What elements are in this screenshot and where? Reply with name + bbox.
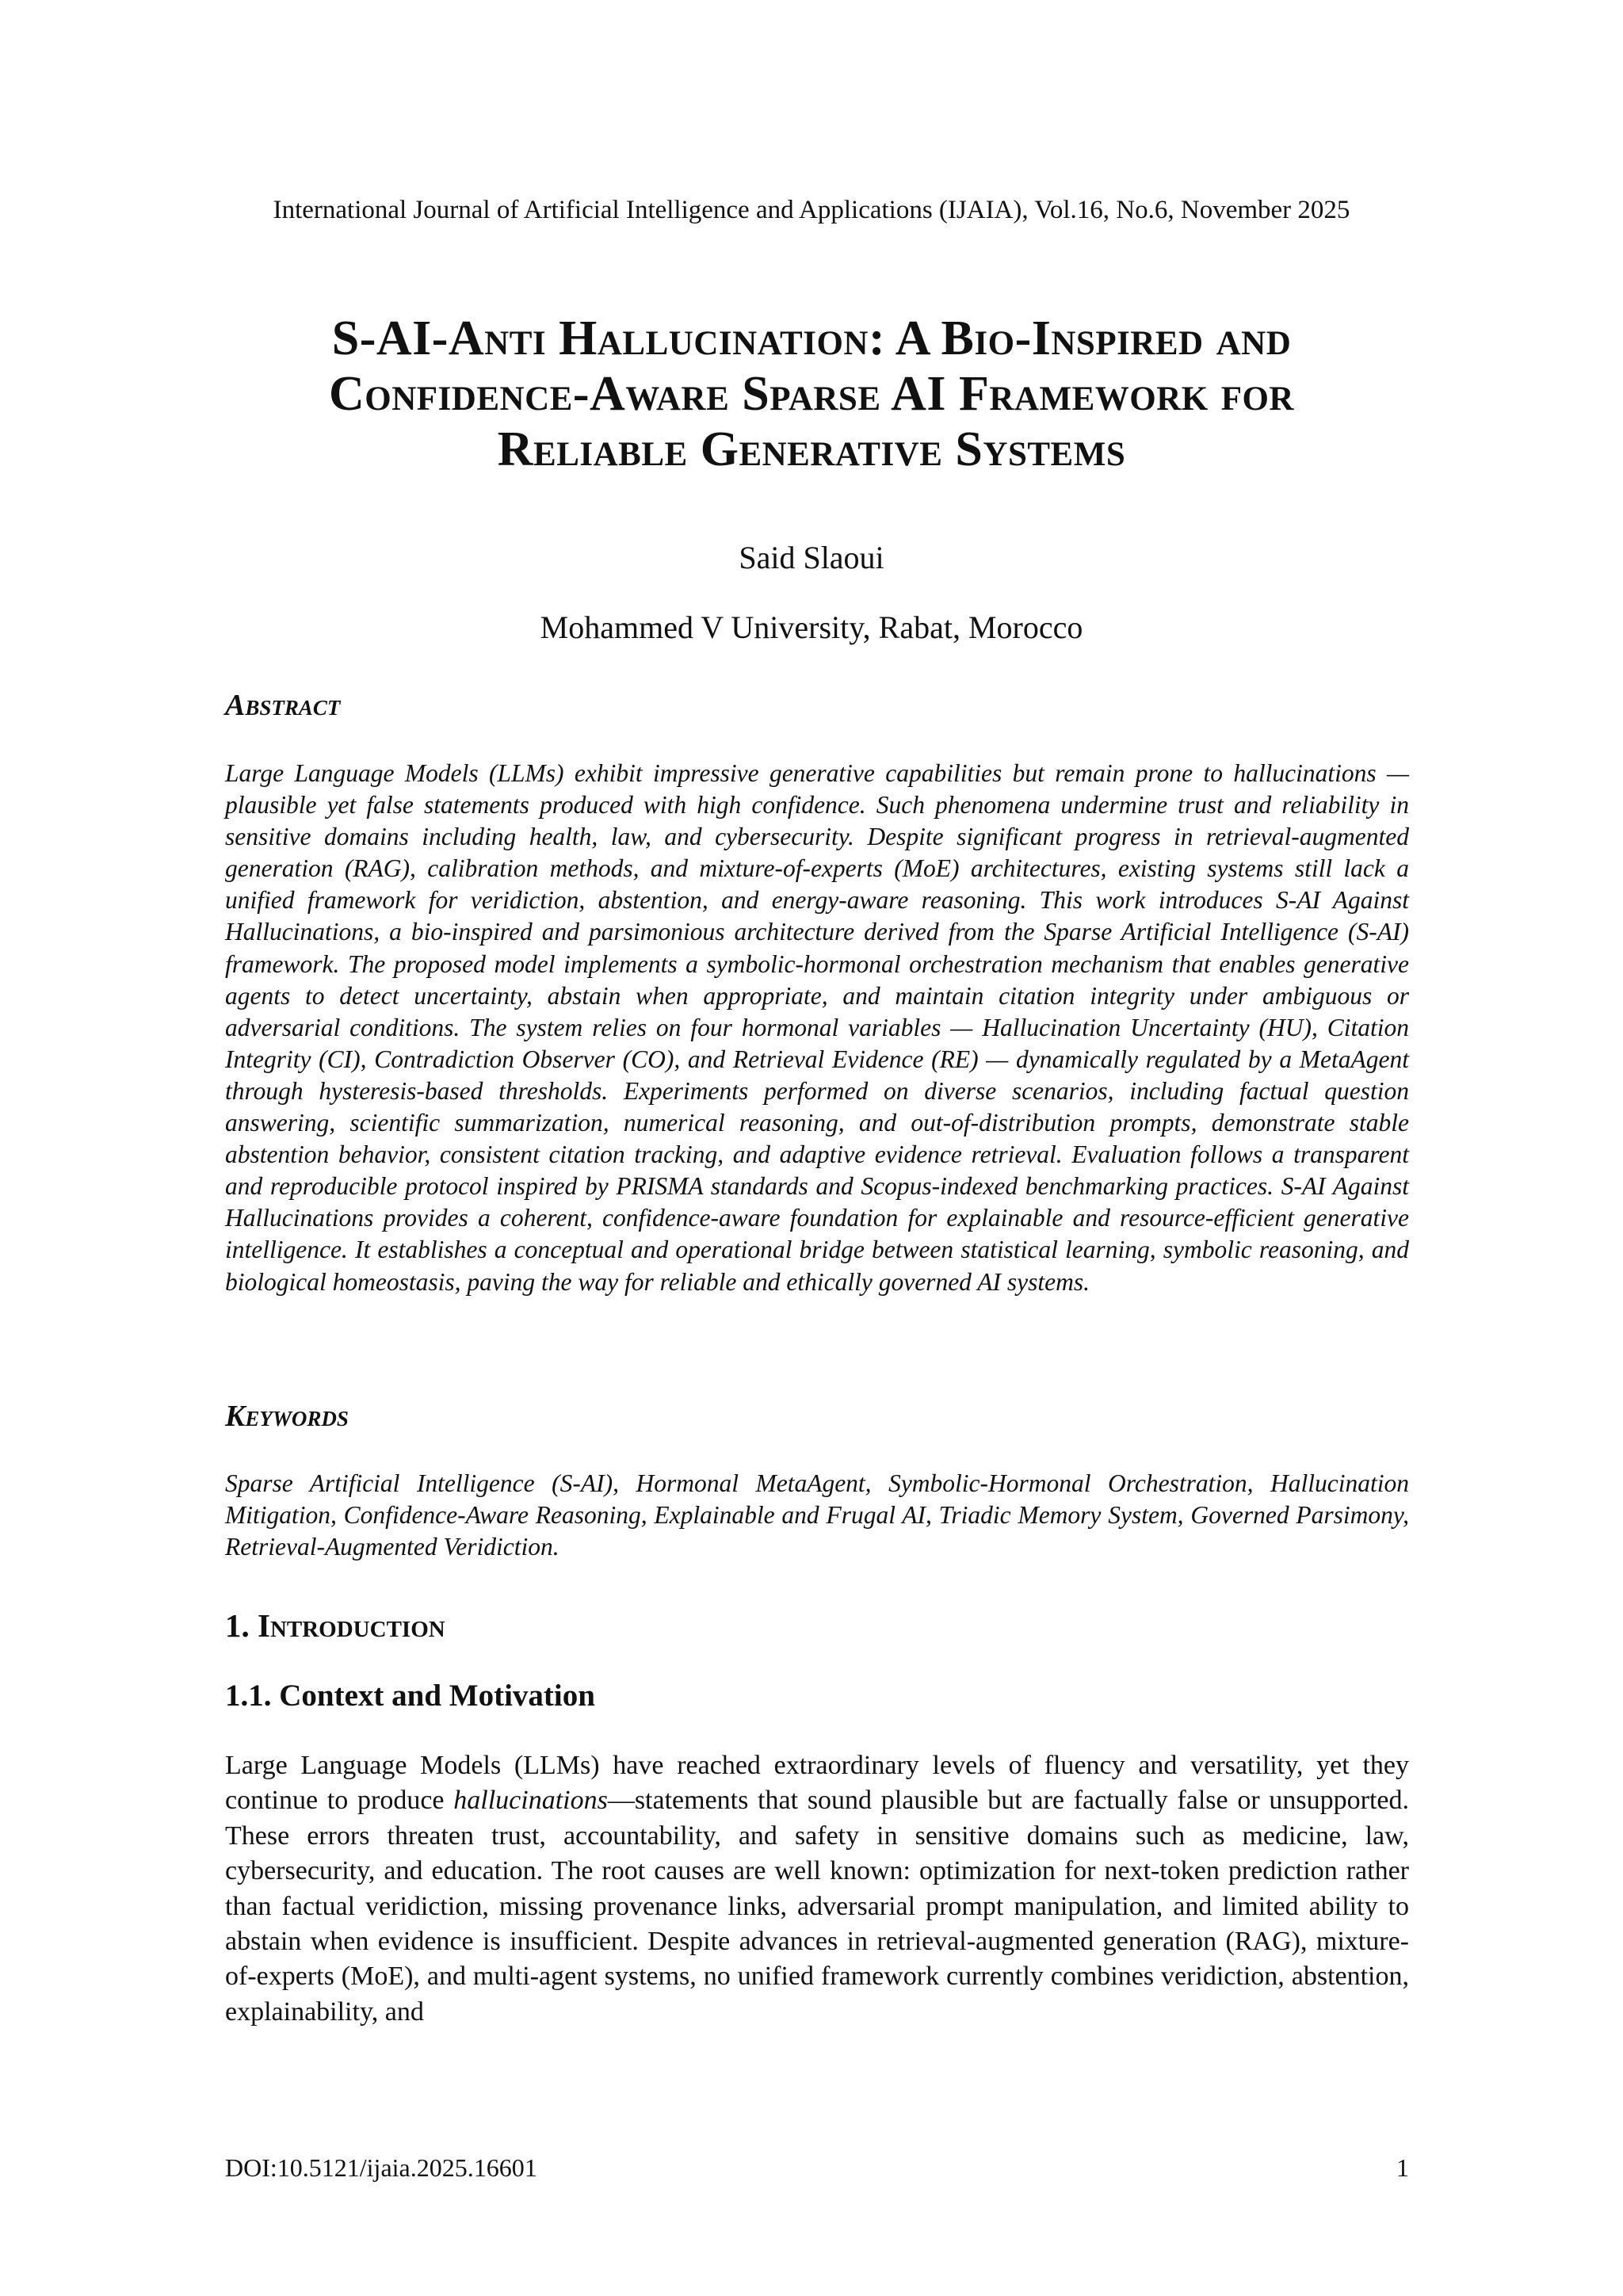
author-name: Said Slaoui: [739, 540, 884, 575]
abstract-text: Large Language Models (LLMs) exhibit impressive generative capabilities but remain prone to hallucinations — plausible yet false statements produced with high confidence. Such phenomena undermine trust and reliability in sensitive domains including health, law, and cybersecurity. Despite significant progress in retrieval-augmented generation (RAG), calibration methods, and mixture-of-experts (MoE) architectures, existing systems still lack a unified framework for veridiction, abstention, and energy-aware reasoning. This work introduces S-AI Against Hallucinations, a bio-inspired and parsimonious architecture derived from the Sparse Artificial Intelligence (S-AI) framework. The proposed model implements a symbolic-hormonal orchestration mechanism that enables generative agents to detect uncertainty, abstain when appropriate, and maintain citation integrity under ambiguous or adversarial conditions. The system relies on four hormonal variables — Hallucination Uncertainty (HU), Citation Integrity (CI), Contradiction Observer (CO), and Retrieval Evidence (RE) — dynamically regulated by a MetaAgent through hysteresis-based thresholds. Experiments performed on diverse scenarios, including factual question answering, scientific summarization, numerical reasoning, and out-of-distribution prompts, demonstrate stable abstention behavior, consistent citation tracking, and adaptive evidence retrieval. Evaluation follows a transparent and reproducible protocol inspired by PRISMA standards and Scopus-indexed benchmarking practices. S-AI Against Hallucinations provides a coherent, confidence-aware foundation for explainable and resource-efficient generative intelligence. It establishes a conceptual and operational bridge between statistical learning, symbolic reasoning, and biological homeostasis, paving the way for reliable and ethically governed AI systems.: [225, 759, 1409, 1296]
running-header: International Journal of Artificial Intelligence and Applications (IJAIA), Vol.16, No.6, November 2025: [273, 196, 1350, 224]
section-heading-introduction: 1. Introduction: [225, 1607, 445, 1644]
subsection-heading-context: 1.1. Context and Motivation: [225, 1679, 595, 1713]
title-line-3: Reliable Generative Systems: [497, 422, 1126, 476]
intro-text-start: Large Language Models (LLMs) have reached extraordinary levels of fluency and versatility, yet they continue to produce: [225, 1751, 1409, 1816]
paper-title: [190, 311, 1433, 477]
author-affiliation: Mohammed V University, Rabat, Morocco: [540, 609, 1083, 645]
keywords-text: Sparse Artificial Intelligence (S-AI), Hormonal MetaAgent, Symbolic-Hormonal Orchestration, Hallucination Mitigation, Confidence-Aware Reasoning, Explainable and Frugal AI, Triadic Memory System, Governed Parsimony, Retrieval-Augmented Veridiction.: [225, 1469, 1409, 1561]
keywords-heading: Keywords: [225, 1400, 349, 1433]
intro-emphasis: hallucinations: [453, 1786, 608, 1816]
abstract-heading: Abstract: [225, 689, 341, 722]
title-line-2: Confidence-Aware Sparse AI Framework for: [329, 367, 1294, 421]
page-number: 1: [1396, 2153, 1409, 2182]
title-line-1: S-AI-Anti Hallucination: A Bio-Inspired and: [331, 311, 1292, 365]
intro-text-end: —statements that sound plausible but are factually false or unsupported. These errors threaten trust, accountability, and safety in sensitive domains such as medicine, law, cybersecurity, and education. The root causes are well known: optimization for next-token prediction rather than factual veridiction, missing provenance links, adversarial prompt manipulation, and limited ability to abstain when evidence is insufficient. Despite advances in retrieval-augmented generation (RAG), mixture-of-experts (MoE), and multi-agent systems, no unified framework currently combines veridiction, abstention, explainability, and: [225, 1786, 1409, 2027]
footer-doi: DOI:10.5121/ijaia.2025.16601: [225, 2153, 537, 2182]
introduction-paragraph: [225, 1748, 1409, 2030]
